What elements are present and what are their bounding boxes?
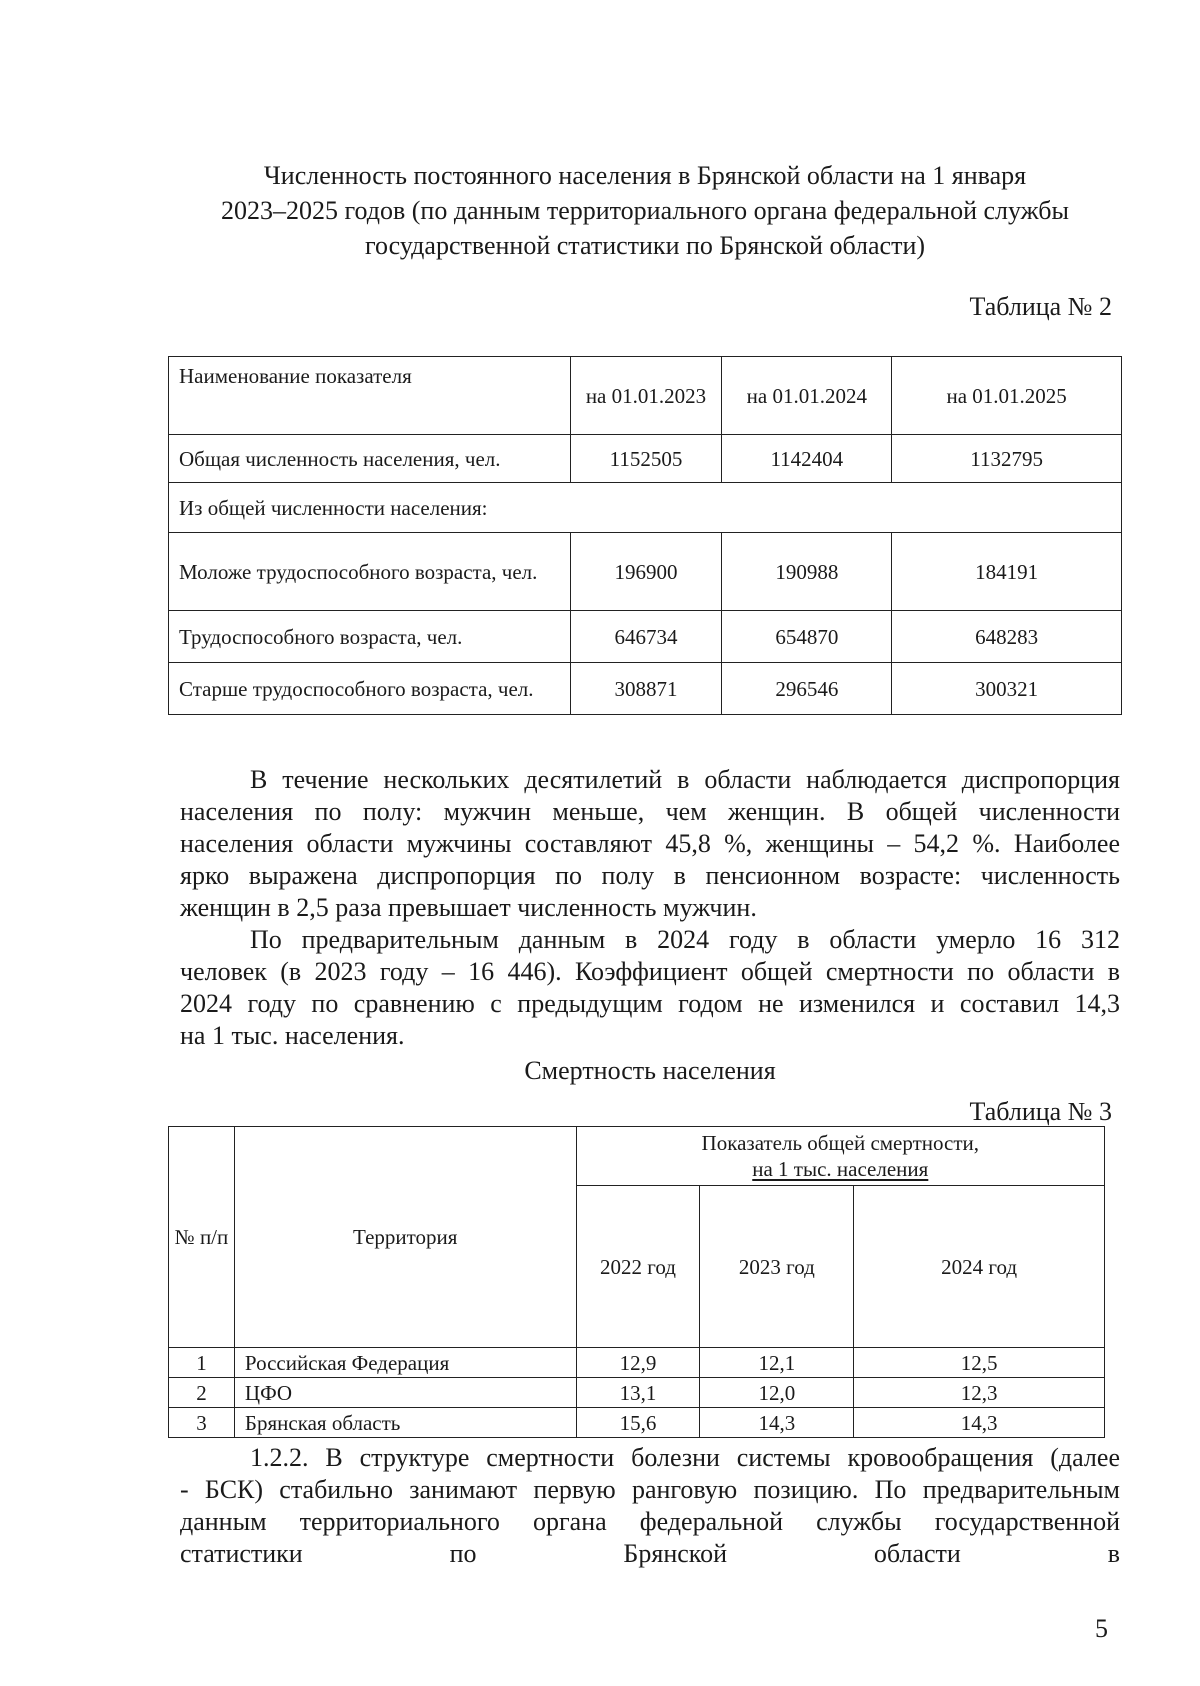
paragraph-line: - БСК) стабильно занимают первую ранговую позицию. По предварительным bbox=[180, 1475, 1120, 1504]
table-2-label: Таблица № 2 bbox=[969, 292, 1112, 321]
row-value: 654870 bbox=[722, 611, 892, 663]
section-label: Из общей численности населения: bbox=[169, 483, 1122, 533]
header-cell-mortality-group bbox=[576, 1127, 1104, 1186]
row-value: 1152505 bbox=[570, 435, 722, 483]
population-table bbox=[168, 356, 1122, 715]
paragraph-line: В течение нескольких десятилетий в области наблюдается диспропорция bbox=[250, 765, 1120, 794]
row-value: 14,3 bbox=[700, 1408, 854, 1438]
table-3-label: Таблица № 3 bbox=[969, 1097, 1112, 1126]
paragraph-line: на 1 тыс. населения. bbox=[180, 1021, 405, 1050]
row-value: 300321 bbox=[892, 663, 1122, 715]
paragraph-line: населения по полу: мужчин меньше, чем женщин. В общей численности bbox=[180, 797, 1120, 826]
row-value: 12,1 bbox=[700, 1348, 854, 1378]
page-number: 5 bbox=[1095, 1614, 1108, 1643]
table-row bbox=[169, 435, 1122, 483]
row-value: 13,1 bbox=[576, 1378, 700, 1408]
paragraph-mortality bbox=[180, 924, 1120, 1052]
table-row bbox=[169, 663, 1122, 715]
row-territory: ЦФО bbox=[234, 1378, 576, 1408]
paragraph-line: населения области мужчины составляют 45,8 %, женщины – 54,2 %. Наиболее bbox=[180, 829, 1120, 858]
row-number: 1 bbox=[169, 1348, 235, 1378]
row-value: 12,3 bbox=[854, 1378, 1105, 1408]
table-3-title: Смертность населения bbox=[524, 1056, 776, 1085]
row-number: 2 bbox=[169, 1378, 235, 1408]
table-row bbox=[169, 1378, 1105, 1408]
header-cell-2024: на 01.01.2024 bbox=[722, 357, 892, 435]
row-value: 308871 bbox=[570, 663, 722, 715]
header-cell-2025: на 01.01.2025 bbox=[892, 357, 1122, 435]
mortality-table bbox=[168, 1126, 1105, 1438]
row-value: 1132795 bbox=[892, 435, 1122, 483]
paragraph-line: человек (в 2023 году – 16 446). Коэффициент общей смертности по области в bbox=[180, 957, 1120, 986]
document-heading bbox=[170, 158, 1120, 263]
row-label: Общая численность населения, чел. bbox=[169, 435, 571, 483]
row-value: 296546 bbox=[722, 663, 892, 715]
row-territory: Брянская область bbox=[234, 1408, 576, 1438]
header-cell-2023: на 01.01.2023 bbox=[570, 357, 722, 435]
row-value: 12,0 bbox=[700, 1378, 854, 1408]
row-value: 648283 bbox=[892, 611, 1122, 663]
header-cell-year: 2022 год bbox=[576, 1186, 700, 1348]
row-value: 190988 bbox=[722, 533, 892, 611]
paragraph-line: статистики по Брянской области в bbox=[180, 1539, 1120, 1568]
row-territory: Российская Федерация bbox=[234, 1348, 576, 1378]
paragraph-circulatory-diseases bbox=[180, 1442, 1120, 1570]
row-number: 3 bbox=[169, 1408, 235, 1438]
table-row bbox=[169, 1348, 1105, 1378]
header-cell-year: 2024 год bbox=[854, 1186, 1105, 1348]
row-value: 14,3 bbox=[854, 1408, 1105, 1438]
header-cell-name: Наименование показателя bbox=[169, 357, 571, 435]
paragraph-line: женщин в 2,5 раза превышает численность мужчин. bbox=[180, 893, 757, 922]
row-label: Моложе трудоспособного возраста, чел. bbox=[169, 533, 571, 611]
row-label: Старше трудоспособного возраста, чел. bbox=[169, 663, 571, 715]
heading-line-1: Численность постоянного населения в Брянской области на 1 января bbox=[263, 161, 1027, 190]
header-cell-number: № п/п bbox=[169, 1127, 235, 1348]
group-header-line-2: на 1 тыс. населения bbox=[752, 1157, 929, 1181]
table-section-row bbox=[169, 483, 1122, 533]
paragraph-line: 1.2.2. В структуре смертности болезни системы кровообращения (далее bbox=[250, 1443, 1120, 1472]
heading-line-3: государственной статистики по Брянской области) bbox=[364, 231, 926, 260]
row-value: 196900 bbox=[570, 533, 722, 611]
row-value: 12,9 bbox=[576, 1348, 700, 1378]
paragraph-gender-disproportion bbox=[180, 764, 1120, 924]
table-row bbox=[169, 533, 1122, 611]
paragraph-line: данным территориального органа федеральной службы государственной bbox=[180, 1507, 1120, 1536]
row-value: 184191 bbox=[892, 533, 1122, 611]
row-value: 646734 bbox=[570, 611, 722, 663]
paragraph-line: 2024 году по сравнению с предыдущим годом не изменился и составил 14,3 bbox=[180, 989, 1120, 1018]
table-header-row bbox=[169, 1127, 1105, 1186]
group-header-line-1: Показатель общей смертности, bbox=[701, 1131, 980, 1155]
heading-line-2: 2023–2025 годов (по данным территориального органа федеральной службы bbox=[220, 196, 1070, 225]
paragraph-line: По предварительным данным в 2024 году в области умерло 16 312 bbox=[250, 925, 1120, 954]
header-cell-year: 2023 год bbox=[700, 1186, 854, 1348]
paragraph-line: ярко выражена диспропорция по полу в пенсионном возрасте: численность bbox=[180, 861, 1120, 890]
table-row bbox=[169, 611, 1122, 663]
row-label: Трудоспособного возраста, чел. bbox=[169, 611, 571, 663]
row-value: 12,5 bbox=[854, 1348, 1105, 1378]
header-cell-territory: Территория bbox=[234, 1127, 576, 1348]
table-row bbox=[169, 1408, 1105, 1438]
table-header-row bbox=[169, 357, 1122, 435]
row-value: 15,6 bbox=[576, 1408, 700, 1438]
row-value: 1142404 bbox=[722, 435, 892, 483]
